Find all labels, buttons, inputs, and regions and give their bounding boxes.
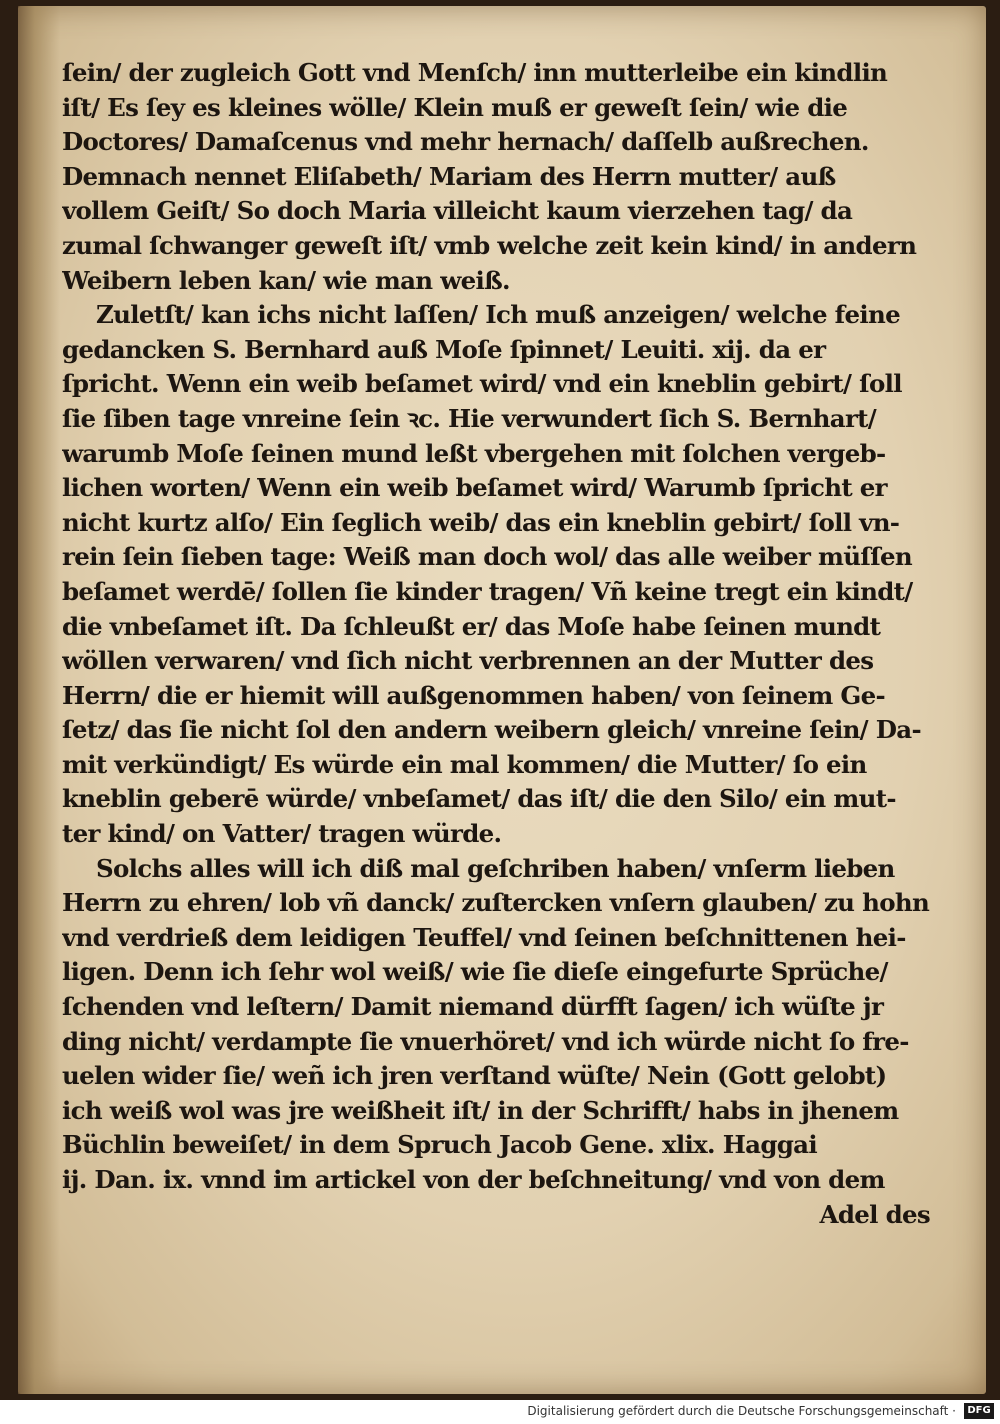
page-gutter-shadow <box>18 6 60 1394</box>
text-line-13: lichen worten/ Wenn ein weib beſamet wird/ Warumb ſpricht er <box>62 473 887 503</box>
text-line-12: warumb Moſe ſeinen mund leßt vbergehen mit ſolchen vergeb- <box>62 438 886 468</box>
text-line-5: vollem Geiſt/ So doch Maria villeicht kaum vierzehen tag/ da <box>62 196 853 226</box>
text-line-20: ſetz/ das ſie nicht ſol den andern weibern gleich/ vnreine ſein/ Da- <box>62 715 921 745</box>
catchword: Adel des <box>819 1199 930 1229</box>
text-line-17: die vnbeſamet iſt. Da ſchleußt er/ das Moſe habe ſeinen mundt <box>62 611 881 641</box>
text-line-15: rein ſein ſieben tage: Weiß man doch wol/ das alle weiber müſſen <box>62 542 913 572</box>
digitization-footer <box>0 1400 1000 1424</box>
text-line-28: ſchenden vnd leſtern/ Damit niemand dürfft ſagen/ ich wüſte jr <box>62 992 884 1022</box>
page-text-block <box>62 56 942 1232</box>
text-line-16: beſamet werdē/ ſollen ſie kinder tragen/ Vñ keine tregt ein kindt/ <box>62 576 913 606</box>
text-line-32: Büchlin beweiſet/ in dem Spruch Jacob Gene. xlix. Haggai <box>62 1130 817 1160</box>
text-line-7: Weibern leben kan/ wie man weiß. <box>62 265 510 295</box>
text-line-30: uelen wider ſie/ weñ ich jren verſtand wüſte/ Nein (Gott gelobt) <box>62 1061 887 1091</box>
text-line-26: vnd verdrieß dem leidigen Teuffel/ vnd ſeinen beſchnittenen hei- <box>62 922 906 952</box>
text-line-9: gedancken S. Bernhard auß Moſe ſpinnet/ Leuiti. xij. da er <box>62 334 826 364</box>
text-line-19: Herrn/ die er hiemit will außgenommen haben/ von ſeinem Ge- <box>62 680 885 710</box>
text-line-1: ſein/ der zugleich Gott vnd Menſch/ inn mutterleibe ein kindlin <box>62 58 888 87</box>
text-line-33: ij. Dan. ix. vnnd im artickel von der beſchneitung/ vnd von dem <box>62 1165 885 1194</box>
text-line-4: Demnach nennet Eliſabeth/ Mariam des Herrn mutter/ auß <box>62 161 836 191</box>
text-line-10: ſpricht. Wenn ein weib beſamet wird/ vnd ein kneblin gebirt/ ſoll <box>62 369 902 399</box>
text-line-27: ligen. Denn ich ſehr wol weiß/ wie ſie dieſe eingefurte Sprüche/ <box>62 957 888 987</box>
text-line-24: Solchs alles will ich diß mal geſchriben haben/ vnſerm lieben <box>96 853 895 883</box>
text-line-23: ter kind/ on Vatter/ tragen würde. <box>62 819 502 849</box>
text-line-31: ich weiß wol was jre weißheit iſt/ in der Schrifft/ habs in jhenem <box>62 1095 899 1125</box>
text-line-11: ſie ſiben tage vnreine ſein ꝛc. Hie verwundert ſich S. Bernhart/ <box>62 403 877 433</box>
text-line-6: zumal ſchwanger geweſt iſt/ vmb welche zeit kein kind/ in andern <box>62 230 917 260</box>
dfg-logo: DFG <box>964 1403 994 1419</box>
text-line-22: kneblin geberē würde/ vnbeſamet/ das iſt/ die den Silo/ ein mut- <box>62 784 896 814</box>
text-line-8: Zuletſt/ kan ichs nicht laſſen/ Ich muß anzeigen/ welche feine <box>96 300 901 330</box>
funding-credit-text: Digitalisierung gefördert durch die Deutsche Forschungsgemeinschaft · <box>527 1404 956 1418</box>
book-page <box>18 6 986 1394</box>
text-line-18: wöllen verwaren/ vnd ſich nicht verbrennen an der Mutter des <box>62 646 874 676</box>
text-line-21: mit verkündigt/ Es würde ein mal kommen/ die Mutter/ ſo ein <box>62 749 867 779</box>
text-line-14: nicht kurtz alſo/ Ein ſeglich weib/ das ein kneblin gebirt/ ſoll vn- <box>62 507 900 537</box>
text-line-25: Herrn zu ehren/ lob vñ danck/ zuſtercken vnſern glauben/ zu hohn <box>62 888 930 918</box>
text-line-29: ding nicht/ verdampte ſie vnuerhöret/ vnd ich würde nicht ſo fre- <box>62 1026 909 1056</box>
text-line-3: Doctores/ Damaſcenus vnd mehr hernach/ daſſelb außrechen. <box>62 127 869 157</box>
text-line-2: iſt/ Es ſey es kleines wölle/ Klein muß er geweſt ſein/ wie die <box>62 92 848 122</box>
